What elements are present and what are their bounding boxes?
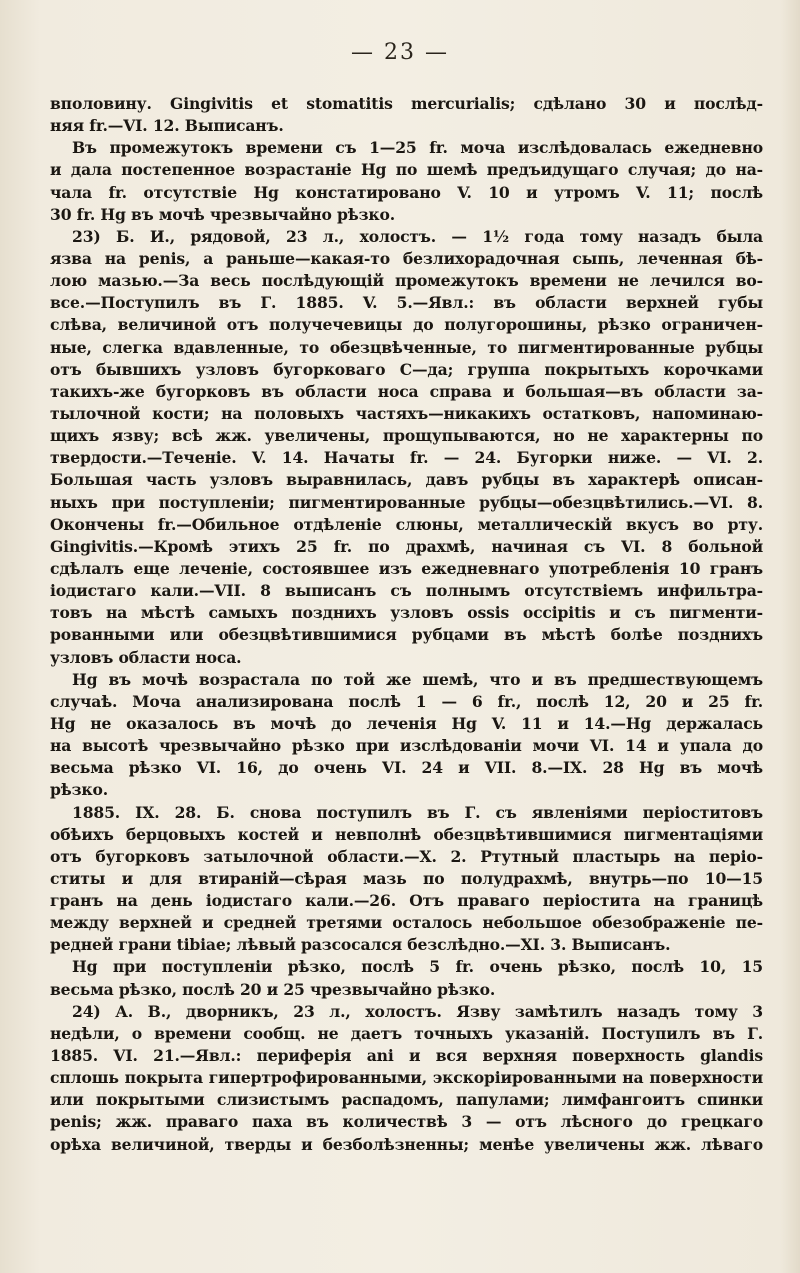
- text-line: между верхней и средней третями осталось небольшое обезображеніе пе-: [50, 913, 763, 933]
- text-line: Hg при поступленіи рѣзко, послѣ 5 fr. очень рѣзко, послѣ 10, 15: [72, 957, 763, 977]
- text-line: ные, слегка вдавленные, то обезцвѣченные, то пигментированные рубцы: [50, 337, 763, 357]
- text-line: чала fr. отсутствіе Hg констатировано V. 10 и утромъ V. 11; послѣ: [50, 182, 763, 202]
- text-line: или покрытыми слизистымъ распадомъ, папулами; лимфангоитъ спинки: [50, 1090, 763, 1110]
- text-line: рованными или обезцвѣтившимися рубцами въ мѣстѣ болѣе позднихъ: [50, 625, 763, 645]
- text-line: Hg не оказалось въ мочѣ до леченія Hg V. 11 и 14.—Hg держалась: [50, 713, 763, 733]
- text-line: 24) А. В., дворникъ, 23 л., холостъ. Язву замѣтилъ назадъ тому 3: [72, 1001, 763, 1021]
- text-line: Окончены fr.—Обильное отдѣленіе слюны, металлическій вкусъ во рту.: [50, 514, 763, 534]
- text-line: отъ бывшихъ узловъ бугорковаго С—да; группа покрытыхъ корочками: [50, 359, 763, 379]
- text-line: ститы и для втираній—сѣрая мазь по полудрахмѣ, внутрь—по 10—15: [50, 868, 763, 888]
- text-line: на высотѣ чрезвычайно рѣзко при изслѣдованіи мочи VI. 14 и упала до: [50, 736, 763, 756]
- text-line: орѣха величиной, тверды и безболѣзненны; менѣе увеличены жж. лѣваго: [50, 1134, 763, 1154]
- text-line: лою мазью.—За весь послѣдующій промежутокъ времени не лечился во-: [50, 271, 763, 291]
- text-line: няя fr.—VI. 12. Выписанъ.: [50, 116, 284, 136]
- text-line: penis; жж. праваго паха въ количествѣ 3 — отъ лѣсного до грецкаго: [50, 1112, 763, 1132]
- text-line: 30 fr. Hg въ мочѣ чрезвычайно рѣзко.: [50, 204, 396, 224]
- text-line: Большая часть узловъ выравнилась, давъ рубцы въ характерѣ описан-: [50, 470, 763, 490]
- text-line: Въ промежутокъ времени съ 1—25 fr. моча изслѣдовалась ежедневно: [72, 138, 763, 158]
- text-line: 1885. VI. 21.—Явл.: периферія ani и вся верхняя поверхность glandis: [50, 1046, 763, 1066]
- text-line: рѣзко.: [50, 780, 109, 800]
- text-body: [50, 93, 763, 1156]
- text-line: гранъ на день іодистаго кали.—26. Отъ праваго періостита на границѣ: [50, 891, 763, 911]
- text-line: недѣли, о времени сообщ. не даетъ точныхъ указаній. Поступилъ въ Г.: [50, 1023, 763, 1043]
- text-line: Gingivitis.—Кромѣ этихъ 25 fr. по драхмѣ, начиная съ VI. 8 больной: [50, 536, 763, 556]
- text-line: 1885. IX. 28. Б. снова поступилъ въ Г. съ явленіями періоститовъ: [72, 802, 763, 822]
- text-line: и дала постепенное возрастаніе Hg по шемѣ предъидущаго случая; до на-: [50, 160, 763, 180]
- text-line: сплошь покрыта гипертрофированными, экскоріированными на поверхности: [50, 1068, 763, 1088]
- text-line: такихъ-же бугорковъ въ области носа справа и большая—въ области за-: [50, 381, 763, 401]
- text-line: отъ бугорковъ затылочной области.—X. 2. Ртутный пластырь на періо-: [50, 846, 763, 866]
- text-line: редней грани tibiae; лѣвый разсосался безслѣдно.—XI. 3. Выписанъ.: [50, 935, 671, 955]
- text-line: случаѣ. Моча анализирована послѣ 1 — 6 fr., послѣ 12, 20 и 25 fr.: [50, 691, 763, 711]
- text-line: Hg въ мочѣ возрастала по той же шемѣ, что и въ предшествующемъ: [72, 669, 763, 689]
- text-line: іодистаго кали.—VII. 8 выписанъ съ полнымъ отсутствіемъ инфильтра-: [50, 581, 763, 601]
- text-line: язва на penis, а раньше—какая-то безлихорадочная сыпь, леченная бѣ-: [50, 248, 763, 268]
- text-line: обѣихъ берцовыхъ костей и невполнѣ обезцвѣтившимися пигментаціями: [50, 824, 763, 844]
- text-line: твердости.—Теченіе. V. 14. Начаты fr. — 24. Бугорки ниже. — VI. 2.: [50, 448, 763, 468]
- text-line: ныхъ при поступленіи; пигментированные рубцы—обезцвѣтились.—VI. 8.: [50, 492, 763, 512]
- text-line: тылочной кости; на половыхъ частяхъ—никакихъ остатковъ, напоминаю-: [50, 403, 763, 423]
- text-line: товъ на мѣстѣ самыхъ позднихъ узловъ ossis occipitis и съ пигменти-: [50, 603, 763, 623]
- text-line: весьма рѣзко VI. 16, до очень VI. 24 и VII. 8.—IX. 28 Hg въ мочѣ: [50, 758, 763, 778]
- text-line: весьма рѣзко, послѣ 20 и 25 чрезвычайно рѣзко.: [50, 979, 496, 999]
- text-line: вполовину. Gingivitis et stomatitis mercurialis; сдѣлано 30 и послѣд-: [50, 94, 763, 113]
- text-line: щихъ язву; всѣ жж. увеличены, прощупываются, но не характерны по: [50, 426, 763, 446]
- text-line: сдѣлалъ еще леченіе, состоявшее изъ ежедневнаго употребленія 10 гранъ: [50, 558, 763, 578]
- text-line: все.—Поступилъ въ Г. 1885. V. 5.—Явл.: въ области верхней губы: [50, 293, 763, 313]
- page-number: — 23 —: [351, 40, 449, 65]
- text-line: слѣва, величиной отъ получечевицы до полугорошины, рѣзко ограничен-: [50, 315, 763, 335]
- text-line: 23) Б. И., рядовой, 23 л., холостъ. — 1½ года тому назадъ была: [72, 226, 763, 246]
- text-line: узловъ области носа.: [50, 647, 242, 667]
